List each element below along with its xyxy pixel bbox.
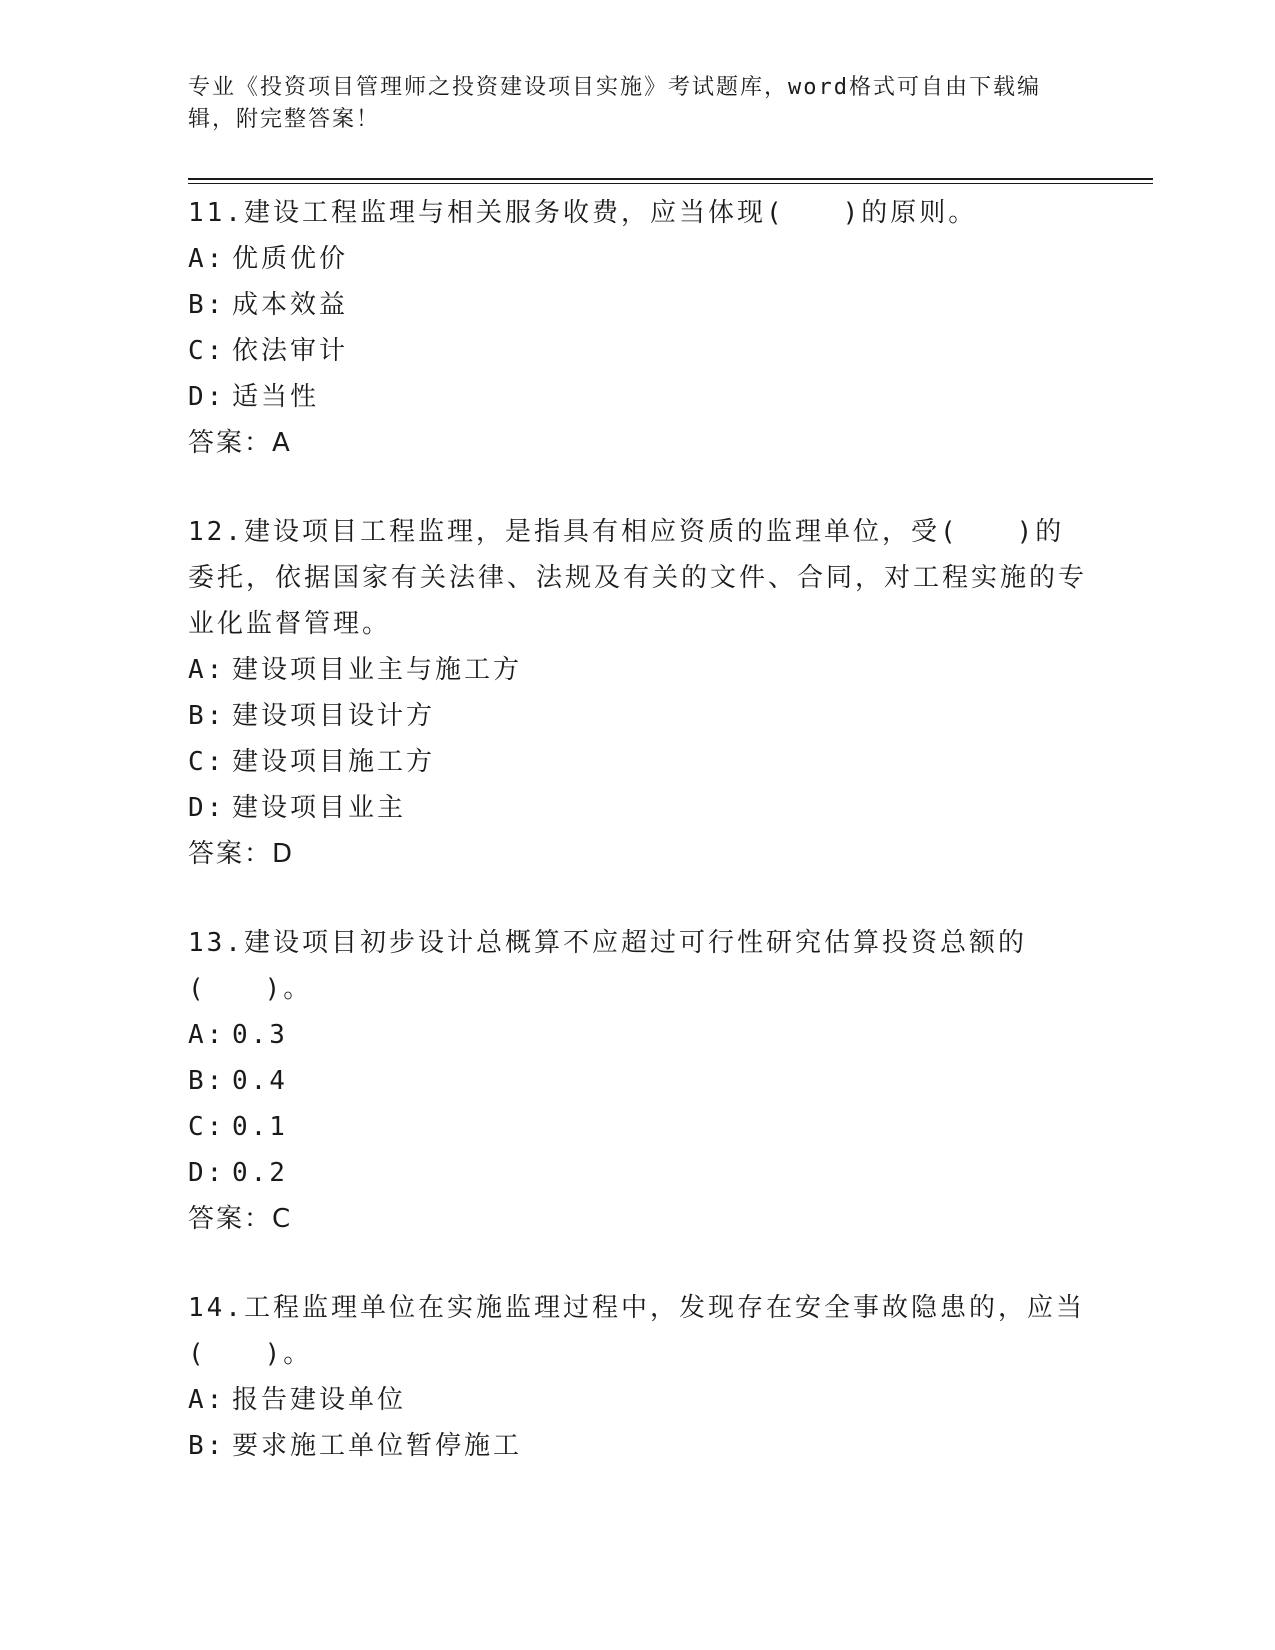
option-text: 建设项目施工方 bbox=[232, 747, 436, 777]
option-a bbox=[188, 1012, 1088, 1058]
answer-line: 答案：A bbox=[188, 428, 292, 458]
option-letter: D: bbox=[188, 1158, 226, 1188]
option-text: 建设项目业主与施工方 bbox=[232, 655, 523, 685]
question-stem: 11.建设工程监理与相关服务收费，应当体现( )的原则。 bbox=[188, 198, 978, 228]
option-b bbox=[188, 1423, 1088, 1469]
option-letter: D: bbox=[188, 793, 226, 823]
option-letter: C: bbox=[188, 336, 226, 366]
option-c bbox=[188, 328, 1088, 374]
header-divider-thin bbox=[188, 183, 1153, 184]
question-14 bbox=[188, 1285, 1088, 1469]
option-text: 成本效益 bbox=[232, 290, 349, 320]
option-text: 依法审计 bbox=[232, 336, 349, 366]
option-letter: A: bbox=[188, 1020, 226, 1050]
option-text: 要求施工单位暂停施工 bbox=[232, 1431, 523, 1461]
question-13 bbox=[188, 920, 1088, 1242]
question-stem: 12.建设项目工程监理，是指具有相应资质的监理单位，受( )的委托，依据国家有关法律、法规及有关的文件、合同，对工程实施的专业化监督管理。 bbox=[188, 517, 1088, 639]
option-letter: B: bbox=[188, 290, 226, 320]
question-11 bbox=[188, 190, 1088, 466]
option-b bbox=[188, 1058, 1088, 1104]
option-letter: A: bbox=[188, 655, 226, 685]
option-letter: C: bbox=[188, 1112, 226, 1142]
option-d bbox=[188, 785, 1088, 831]
option-text: 优质优价 bbox=[232, 244, 349, 274]
option-a bbox=[188, 1377, 1088, 1423]
answer-line: 答案：D bbox=[188, 839, 295, 869]
option-c bbox=[188, 1104, 1088, 1150]
option-letter: C: bbox=[188, 747, 226, 777]
option-text: 适当性 bbox=[232, 382, 320, 412]
answer-line: 答案：C bbox=[188, 1204, 293, 1234]
option-letter: B: bbox=[188, 1066, 226, 1096]
option-letter: D: bbox=[188, 382, 226, 412]
option-letter: B: bbox=[188, 701, 226, 731]
option-text: 0.3 bbox=[232, 1020, 288, 1050]
document-header bbox=[188, 72, 1078, 136]
option-letter: A: bbox=[188, 1385, 226, 1415]
option-c bbox=[188, 739, 1088, 785]
option-text: 0.4 bbox=[232, 1066, 288, 1096]
option-letter: A: bbox=[188, 244, 226, 274]
option-a bbox=[188, 647, 1088, 693]
option-d bbox=[188, 1150, 1088, 1196]
option-text: 0.2 bbox=[232, 1158, 288, 1188]
question-stem: 14.工程监理单位在实施监理过程中，发现存在安全事故隐患的，应当( )。 bbox=[188, 1293, 1085, 1369]
option-text: 报告建设单位 bbox=[232, 1385, 407, 1415]
option-a bbox=[188, 236, 1088, 282]
option-b bbox=[188, 693, 1088, 739]
option-d bbox=[188, 374, 1088, 420]
header-intro-text: 专业《投资项目管理师之投资建设项目实施》考试题库，word格式可自由下载编辑，附完整答案！ bbox=[188, 75, 1041, 132]
option-letter: B: bbox=[188, 1431, 226, 1461]
option-text: 建设项目业主 bbox=[232, 793, 407, 823]
option-b bbox=[188, 282, 1088, 328]
question-stem: 13.建设项目初步设计总概算不应超过可行性研究估算投资总额的( )。 bbox=[188, 928, 1027, 1004]
question-12 bbox=[188, 509, 1088, 877]
option-text: 建设项目设计方 bbox=[232, 701, 436, 731]
option-text: 0.1 bbox=[232, 1112, 288, 1142]
header-divider-thick bbox=[188, 178, 1153, 180]
